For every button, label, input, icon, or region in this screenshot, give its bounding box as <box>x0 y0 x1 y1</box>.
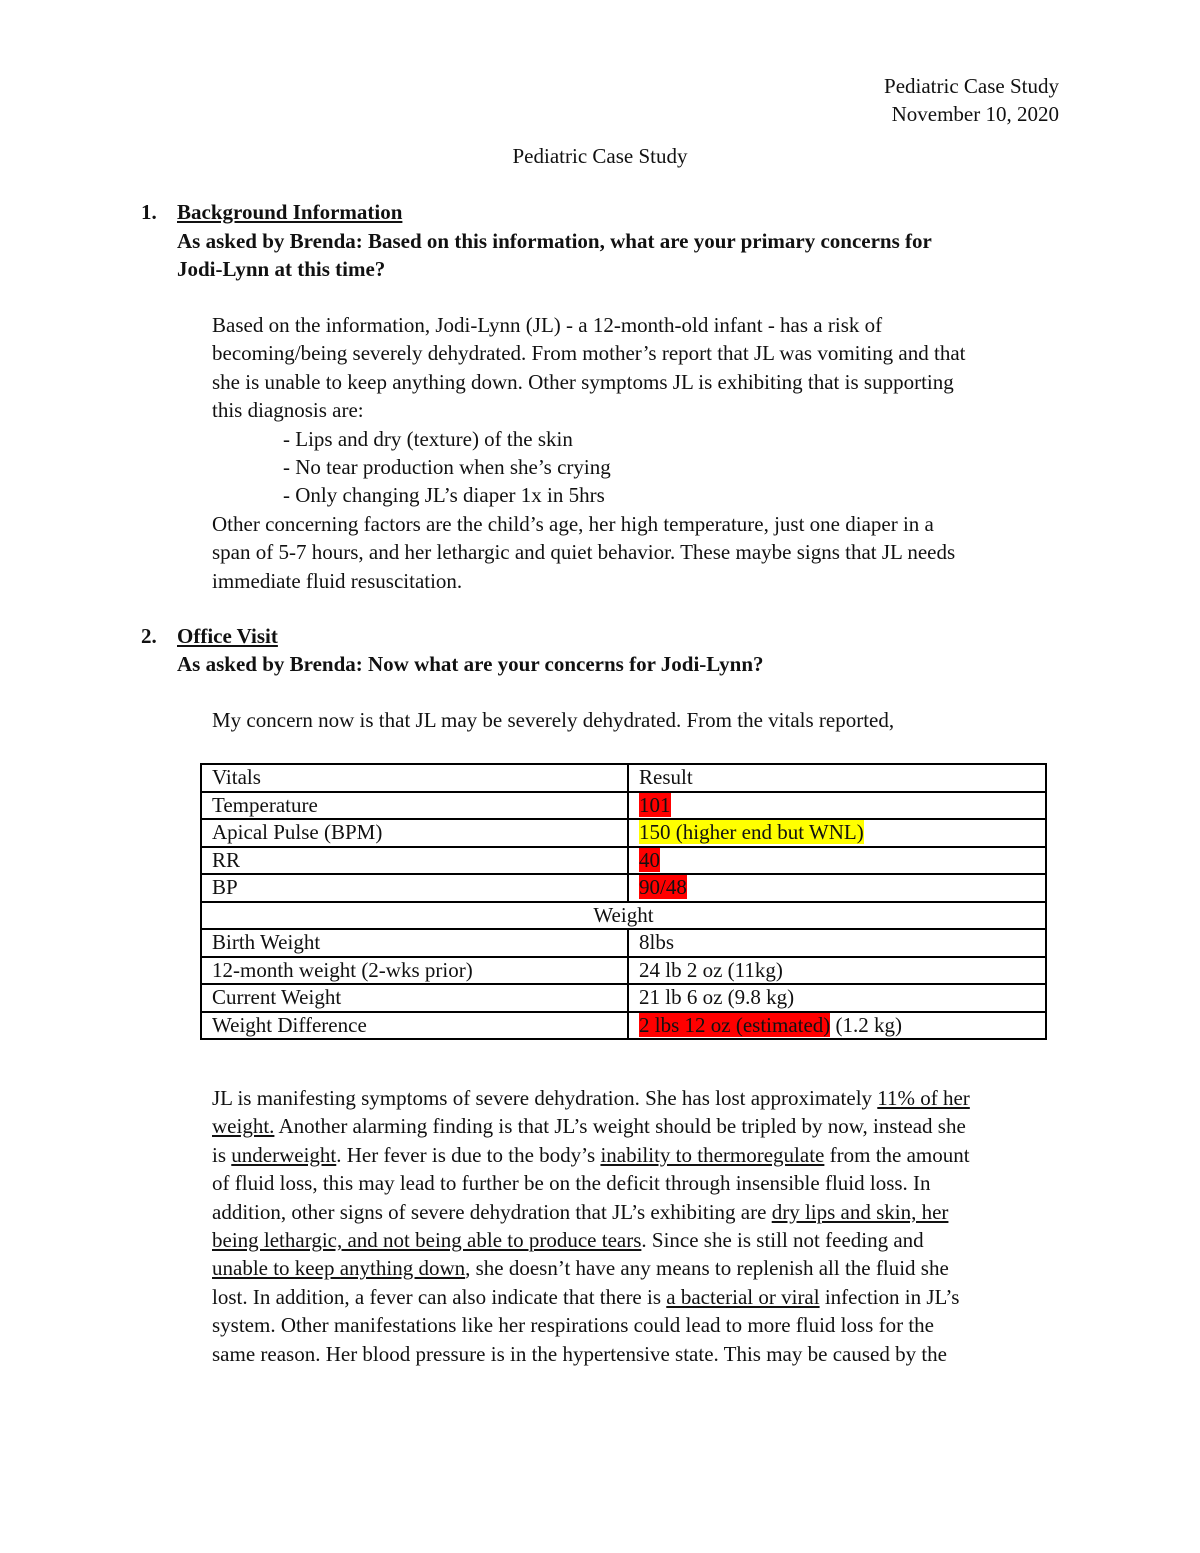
analysis-line <box>212 1169 970 1197</box>
answer-line: Based on the information, Jodi-Lynn (JL) - a 12-month-old infant - has a risk of <box>212 313 883 337</box>
analysis-text: infection in JL’s <box>819 1284 960 1309</box>
table-row <box>201 984 1046 1012</box>
vital-value-cell <box>628 792 1046 820</box>
vital-value-highlight: 90/48 <box>639 875 687 900</box>
analysis-line <box>212 1340 970 1368</box>
weight-value: 8lbs <box>628 929 1046 957</box>
analysis-text: Another alarming finding is that JL’s weight should be tripled by now, instead she <box>274 1114 966 1139</box>
underlined-finding: weight. <box>212 1114 275 1139</box>
analysis-line <box>212 1084 970 1112</box>
header-result: Result <box>628 764 1046 792</box>
symptom-bullet: - Only changing JL’s diaper 1x in 5hrs <box>283 483 605 508</box>
vital-label: Apical Pulse (BPM) <box>201 819 628 847</box>
vital-value-cell <box>628 819 1046 847</box>
weight-label: 12-month weight (2-wks prior) <box>201 957 628 985</box>
table-row <box>201 929 1046 957</box>
underlined-finding: underweight <box>231 1142 337 1167</box>
weight-value: 21 lb 6 oz (9.8 kg) <box>628 984 1046 1012</box>
weight-value: 24 lb 2 oz (11kg) <box>628 957 1046 985</box>
section-1-answer <box>212 311 966 595</box>
answer-line: she is unable to keep anything down. Other symptoms JL is exhibiting that is supporting <box>212 369 954 394</box>
vital-value-cell <box>628 847 1046 875</box>
table-row <box>201 847 1046 875</box>
section-1-question-line-1: As asked by Brenda: Based on this information, what are your primary concerns for <box>177 229 932 253</box>
analysis-line <box>212 1198 970 1226</box>
vital-value-highlight: 101 <box>639 792 671 817</box>
analysis-text: of fluid loss, this may lead to further be on the deficit through insensible fluid loss. In <box>212 1171 931 1196</box>
table-row <box>201 792 1046 820</box>
vital-label: RR <box>201 847 628 875</box>
weight-label: Weight Difference <box>201 1012 628 1040</box>
table-row <box>201 1012 1046 1040</box>
header-vitals: Vitals <box>201 764 628 792</box>
vital-label: BP <box>201 874 628 902</box>
vital-value-cell <box>628 874 1046 902</box>
answer-line: becoming/being severely dehydrated. From mother’s report that JL was vomiting and that <box>212 341 966 366</box>
analysis-line <box>212 1283 970 1311</box>
vital-value-highlight: 150 (higher end but WNL) <box>639 820 864 845</box>
running-header-date: November 10, 2020 <box>891 102 1059 126</box>
section-2-title: Office Visit <box>177 624 278 648</box>
vital-label: Temperature <box>201 792 628 820</box>
symptom-bullet: - Lips and dry (texture) of the skin <box>283 426 573 451</box>
analysis-text: from the amount <box>824 1142 970 1167</box>
document-title: Pediatric Case Study <box>512 144 688 168</box>
analysis-text: is <box>212 1142 232 1167</box>
analysis-line <box>212 1311 970 1339</box>
answer-line: span of 5-7 hours, and her lethargic and quiet behavior. These maybe signs that JL needs <box>212 540 956 565</box>
answer-line: Other concerning factors are the child’s age, her high temperature, just one diaper in a <box>212 511 934 536</box>
weight-header-row <box>201 902 1046 930</box>
answer-line: this diagnosis are: <box>212 398 364 423</box>
weight-value-cell <box>628 1012 1046 1040</box>
section-2-intro: My concern now is that JL may be severely dehydrated. From the vitals reported, <box>212 708 895 732</box>
underlined-finding: unable to keep anything down <box>212 1256 466 1281</box>
table-row <box>201 874 1046 902</box>
analysis-text: system. Other manifestations like her respirations could lead to more fluid loss for the <box>212 1313 934 1338</box>
analysis-line <box>212 1254 970 1282</box>
underlined-finding: being lethargic, and not being able to produce tears <box>212 1227 642 1252</box>
analysis-line <box>212 1141 970 1169</box>
analysis-line <box>212 1112 970 1140</box>
symptom-bullet: - No tear production when she’s crying <box>283 454 611 479</box>
section-1-question-line-2: Jodi-Lynn at this time? <box>177 257 386 281</box>
section-2-number: 2. <box>141 624 157 648</box>
vital-value-highlight: 40 <box>639 847 660 872</box>
section-2-question: As asked by Brenda: Now what are your concerns for Jodi-Lynn? <box>177 652 764 676</box>
analysis-text: JL is manifesting symptoms of severe dehydration. She has lost approximately <box>212 1086 878 1110</box>
section-1-title: Background Information <box>177 200 403 224</box>
table-header-row <box>201 764 1046 792</box>
underlined-finding: dry lips and skin, her <box>771 1199 949 1224</box>
weight-header: Weight <box>201 902 1046 930</box>
analysis-text: . Her fever is due to the body’s <box>336 1142 601 1167</box>
analysis-text: , she doesn’t have any means to replenish all the fluid she <box>465 1256 949 1281</box>
section-2-analysis <box>212 1084 970 1368</box>
underlined-finding: 11% of her <box>877 1086 970 1110</box>
table-row <box>201 957 1046 985</box>
table-row <box>201 819 1046 847</box>
analysis-text: same reason. Her blood pressure is in the hypertensive state. This may be caused by the <box>212 1341 947 1366</box>
analysis-text: lost. In addition, a fever can also indicate that there is <box>212 1284 667 1309</box>
vitals-table <box>200 763 1047 1040</box>
analysis-text: addition, other signs of severe dehydration that JL’s exhibiting are <box>212 1199 772 1224</box>
weight-label: Birth Weight <box>201 929 628 957</box>
weight-label: Current Weight <box>201 984 628 1012</box>
answer-line: immediate fluid resuscitation. <box>212 568 463 593</box>
weight-difference-highlight: 2 lbs 12 oz (estimated) <box>639 1012 831 1037</box>
weight-difference-kg: (1.2 kg) <box>830 1012 903 1037</box>
analysis-text: . Since she is still not feeding and <box>641 1227 924 1252</box>
running-header-title: Pediatric Case Study <box>884 74 1059 98</box>
analysis-line <box>212 1226 970 1254</box>
section-1-number: 1. <box>141 200 157 224</box>
underlined-finding: inability to thermoregulate <box>600 1142 825 1167</box>
underlined-finding: a bacterial or viral <box>666 1284 820 1309</box>
